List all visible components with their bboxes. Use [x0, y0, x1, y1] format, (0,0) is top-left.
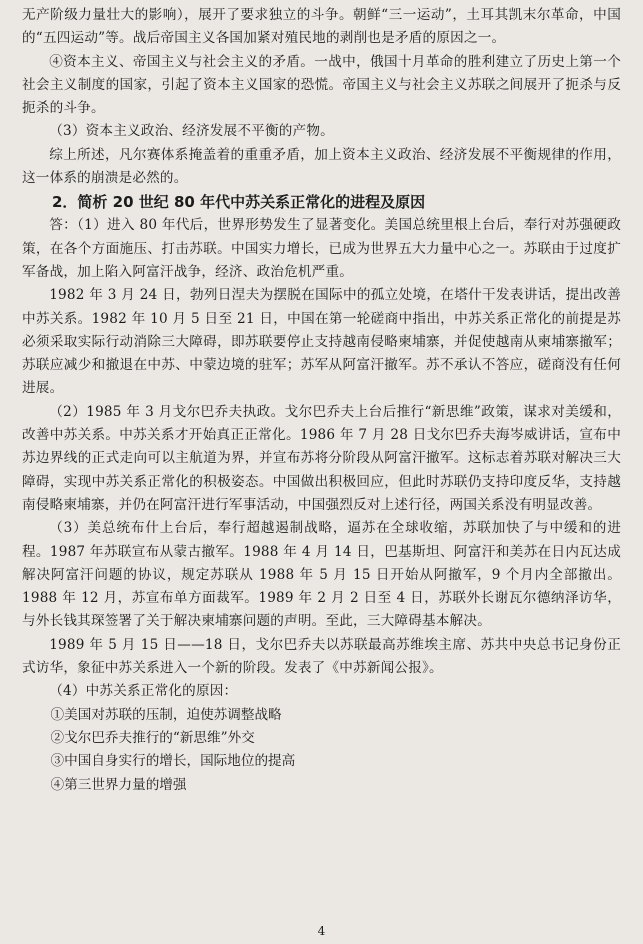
answer-paragraph-1989: 1989 年 5 月 15 日——18 日，戈尔巴乔夫以苏联最高苏维埃主席、苏共中央总书记身份正式访华，象征中苏关系进入一个新的阶段。发表了《中苏新闻公报》。 — [22, 636, 621, 677]
paragraph-summary: 综上所述，凡尔赛体系掩盖着的重重矛盾，加上资本主义政治、经济发展不平衡规律的作用，这一体系的崩溃是必然的。 — [22, 146, 621, 187]
reason-item: ①美国对苏联的压制，迫使苏调整战略 — [50, 706, 282, 723]
paragraph-point-3: （3）资本主义政治、经济发展不平衡的产物。 — [49, 123, 334, 140]
reason-item: ④第三世界力量的增强 — [50, 776, 187, 793]
page-number: 4 — [317, 924, 326, 938]
answer-paragraph-1: 答：（1）进入 80 年代后，世界形势发生了显著变化。美国总统里根上台后，奉行对苏强硬政策，在各个方面施压、打击苏联。中国实力增长，已成为世界五大力量中心之一。苏联由于过度扩军备战，加上陷入阿富汗战争，经济、政治危机严重。 — [22, 217, 621, 280]
paragraph-contradiction-4: ④资本主义、帝国主义与社会主义的矛盾。一战中，俄国十月革命的胜利建立了历史上第一个社会主义制度的国家，引起了资本主义国家的恐慌。帝国主义与社会主义苏联之间展开了扼杀与反扼杀的斗争。 — [22, 53, 621, 117]
paragraph-continuation: 无产阶级力量壮大的影响），展开了要求独立的斗争。朝鲜“三一运动”，土耳其凯末尔革命，中国的“五四运动”等。战后帝国主义各国加紧对殖民地的剥削也是矛盾的原因之一。 — [22, 7, 621, 47]
reason-item: ③中国自身实行的增长，国际地位的提高 — [50, 753, 296, 770]
answer-paragraph-1982: 1982 年 3 月 24 日，勃列日涅夫为摆脱在国际中的孤立处境，在塔什干发表讲话，提出改善中苏关系。1982 年 10 月 5 日至 21 日，中国在第一轮磋商中指出，中苏关系正常化的前提是苏必须采取实际行动消除三大障碍，即苏联要停止支持越南侵略柬埔寨，并促使越南从柬埔寨撤军；苏联应减少和撤退在中苏、中蒙边境的驻军；苏军从阿富汗撤军。苏不承认不答应，磋商没有任何进展。 — [22, 287, 621, 397]
answer-paragraph-3: （3）美总统布什上台后，奉行超越遏制战略，逼苏在全球收缩，苏联加快了与中缓和的进程。1987 年苏联宣布从蒙古撤军。1988 年 4 月 14 日，巴基斯坦、阿富汗和美苏在日内瓦达成解决阿富汗问题的协议，规定苏联从 1988 年 5 月 15 日开始从阿撤军，9 个月内全部撤出。1988 年 12 月，苏宣布单方面裁军。1989 年 2 月 2 日至 4 日，苏联外长谢瓦尔德纳泽访华，与外长钱其琛签署了关于解决柬埔寨问题的声明。至此，三大障碍基本解决。 — [22, 520, 621, 630]
answer-paragraph-2: （2）1985 年 3 月戈尔巴乔夫执政。戈尔巴乔夫上台后推行“新思维”政策，谋求对美缓和，改善中苏关系。中苏关系才开始真正正常化。1986 年 7 月 28 日戈尔巴乔夫海岑威讲话，宣布中苏边界线的正式走向可以主航道为界，并宣布苏将分阶段从阿富汗撤军。这标志着苏联对解决三大障碍，实现中苏关系正常化的积极姿态。中国做出积极回应，但此时苏联仍支持印度反华，支持越南侵略柬埔寨，并仍在阿富汗进行军事活动，中国强烈反对上述行径，两国关系没有明显改善。 — [22, 403, 621, 513]
reasons-title: （4）中苏关系正常化的原因： — [49, 683, 238, 700]
section-heading: 2．简析 20 世纪 80 年代中苏关系正常化的进程及原因 — [52, 193, 426, 212]
reason-item: ②戈尔巴乔夫推行的“新思维”外交 — [50, 729, 255, 746]
